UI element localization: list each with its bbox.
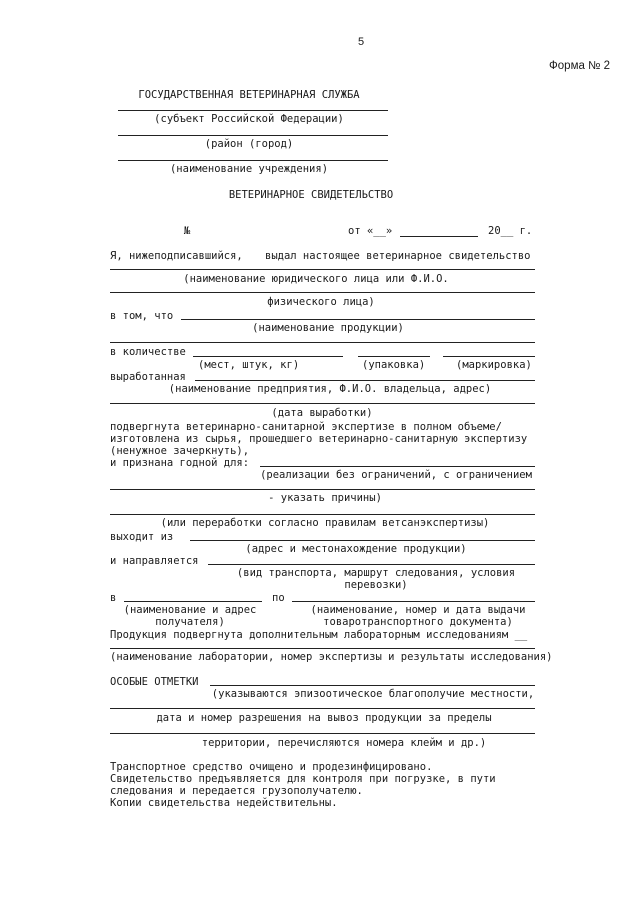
special-caption-1: (указываются эпизоотическое благополучие местности, xyxy=(211,688,535,700)
by-label: по xyxy=(272,592,285,604)
marking-caption: (маркировка) xyxy=(456,359,532,371)
product-line xyxy=(181,319,535,320)
address-caption: (адрес и местонахождение продукции) xyxy=(245,543,467,555)
enterprise-caption: (наименование предприятия, Ф.И.О. владельца, адрес) xyxy=(168,383,492,395)
form-number: Форма № 2 xyxy=(549,60,610,72)
processing-line xyxy=(110,514,535,515)
produced-label: выработанная xyxy=(110,371,186,383)
issued-rest: выдал настоящее ветеринарное свидетельство xyxy=(265,250,531,262)
product-name-caption: (наименование продукции) xyxy=(252,322,404,334)
places-line xyxy=(193,356,343,357)
page-number: 5 xyxy=(358,36,365,48)
institution-caption: (наименование учреждения) xyxy=(169,163,329,175)
special-line-2 xyxy=(110,708,535,709)
realization-line xyxy=(260,466,535,467)
transport-caption-2: перевозки) xyxy=(344,579,408,591)
footer-line-2: Свидетельство предъявляется для контроля при погрузке, в пути xyxy=(110,773,496,785)
lab-line xyxy=(110,648,535,649)
marking-line xyxy=(443,356,535,357)
special-caption-2: дата и номер разрешения на вывоз продукции за пределы xyxy=(156,712,492,724)
legal-entity-line xyxy=(110,269,535,270)
number-sign: № xyxy=(184,225,191,237)
document-title: ВЕТЕРИНАРНОЕ СВИДЕТЕЛЬСТВО xyxy=(228,189,394,201)
transport-line xyxy=(208,564,535,565)
special-marks-label: ОСОБЫЕ ОТМЕТКИ xyxy=(110,676,199,688)
document-line xyxy=(292,601,535,602)
physical-person-line xyxy=(110,292,535,293)
service-name: ГОСУДАРСТВЕННАЯ ВЕТЕРИНАРНАЯ СЛУЖБА xyxy=(138,89,360,101)
footer-line-1: Транспортное средство очищено и продезинфицировано. xyxy=(110,761,433,773)
physical-person-caption: физического лица) xyxy=(267,296,375,308)
date-month-line xyxy=(400,236,478,237)
recipient-caption-1: (наименование и адрес xyxy=(123,604,257,616)
special-caption-3: территории, перечисляются номера клейм и др.) xyxy=(201,737,487,749)
district-line xyxy=(118,135,388,136)
subjected-line-1: подвергнута ветеринарно-санитарной экспертизе в полном объеме/ xyxy=(110,421,502,433)
issued-intro: Я, нижеподписавшийся, xyxy=(110,250,243,262)
date-from: от «__» xyxy=(348,225,393,237)
address-line xyxy=(190,540,535,541)
recipient-line xyxy=(124,601,262,602)
package-caption: (упаковка) xyxy=(362,359,426,371)
enterprise-line xyxy=(195,380,535,381)
institution-line xyxy=(118,160,388,161)
strike-out-note: (ненужное зачеркнуть), xyxy=(110,445,250,457)
lab-research-text: Продукция подвергнута дополнительным лабораторным исследованиям __ xyxy=(110,629,528,641)
district-caption: (район (город) xyxy=(204,138,294,150)
and-sent-label: и направляется xyxy=(110,555,199,567)
footer-line-3: следования и передается грузополучателю. xyxy=(110,785,363,797)
subjected-line-2: изготовлена из сырья, прошедшего ветеринарно-санитарную экспертизу xyxy=(110,433,528,445)
leaves-from-label: выходит из xyxy=(110,531,174,543)
special-line-3 xyxy=(110,733,535,734)
subject-caption: (субъект Российской Федерации) xyxy=(154,113,344,125)
legal-entity-caption: (наименование юридического лица или Ф.И.О. xyxy=(183,273,449,285)
product-line-2 xyxy=(110,342,535,343)
recipient-caption-2: получателя) xyxy=(155,616,225,628)
transport-caption-1: (вид транспорта, маршрут следования, условия xyxy=(236,567,516,579)
document-caption-1: (наименование, номер и дата выдачи xyxy=(310,604,526,616)
quantity-label: в количестве xyxy=(110,346,186,358)
subject-line xyxy=(118,110,388,111)
processing-caption: (или переработки согласно правилам ветсанэкспертизы) xyxy=(160,517,490,529)
in-label: в xyxy=(110,592,117,604)
lab-caption: (наименование лаборатории, номер экспертизы и результаты исследования) xyxy=(110,651,553,663)
document-caption-2: товаротранспортного документа) xyxy=(323,616,513,628)
places-caption: (мест, штук, кг) xyxy=(198,359,300,371)
footer-line-4: Копии свидетельства недействительны. xyxy=(110,797,338,809)
package-line xyxy=(358,356,430,357)
production-date-caption: (дата выработки) xyxy=(271,407,373,419)
date-year: 20__ г. xyxy=(488,225,533,237)
recognized-fit-label: и признана годной для: xyxy=(110,457,250,469)
special-marks-line xyxy=(210,685,535,686)
in-that-label: в том, что xyxy=(110,310,174,322)
realization-caption: (реализации без ограничений, с ограничением xyxy=(260,469,532,481)
reason-caption: - указать причины) xyxy=(268,492,382,504)
production-date-line xyxy=(110,403,535,404)
reason-line xyxy=(110,489,535,490)
